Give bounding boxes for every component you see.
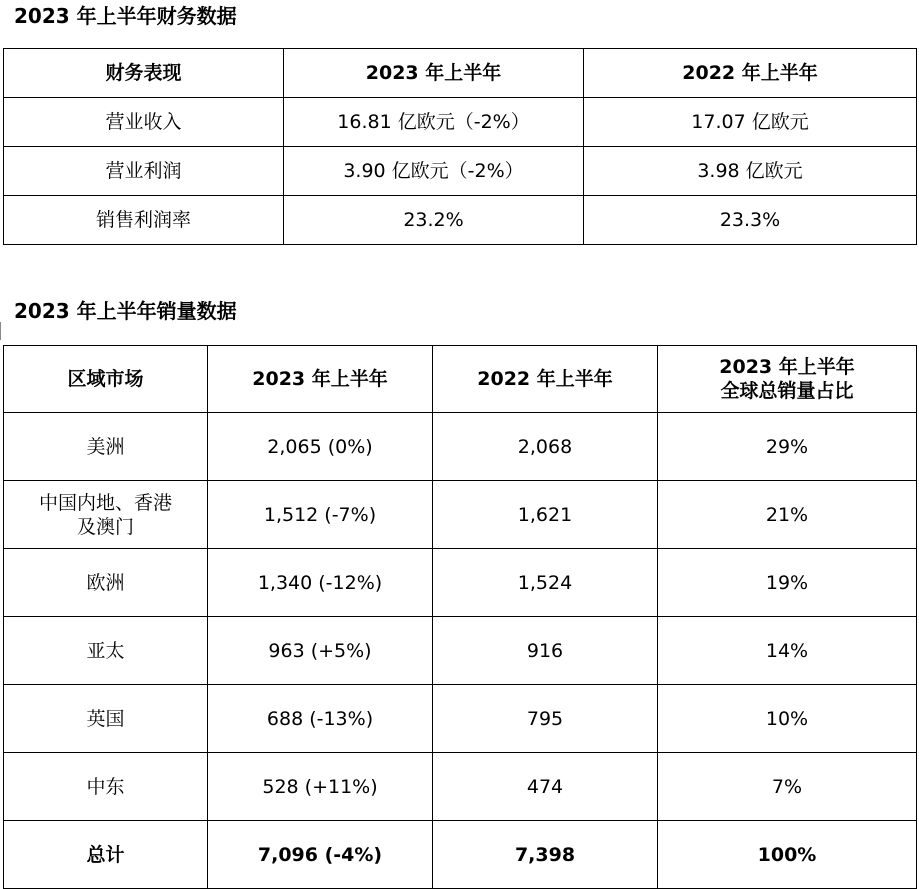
share-cell: 14%	[658, 617, 917, 685]
finance-table	[3, 48, 917, 245]
share-cell: 19%	[658, 549, 917, 617]
global-share-header-text: 2023 年上半年 全球总销量占比	[719, 356, 855, 402]
sales-section-title: 2023 年上半年销量数据	[14, 299, 237, 323]
region-cell: 美洲	[4, 413, 208, 481]
sales-2023h1-cell: 1,512 (-7%)	[208, 481, 433, 549]
share-cell: 29%	[658, 413, 917, 481]
region-cell: 欧洲	[4, 549, 208, 617]
table-row	[4, 481, 917, 549]
region-text: 中国内地、香港 及澳门	[38, 491, 172, 538]
region-cell	[4, 481, 208, 549]
sales-2023h1-cell: 963 (+5%)	[208, 617, 433, 685]
metric-label: 销售利润率	[4, 196, 284, 245]
table-row	[4, 617, 917, 685]
region-cell: 中东	[4, 753, 208, 821]
sales-header-region: 区域市场	[4, 346, 208, 413]
region-cell: 亚太	[4, 617, 208, 685]
value-2022h1: 17.07 亿欧元	[584, 98, 917, 147]
sales-2023h1-cell: 688 (-13%)	[208, 685, 433, 753]
value-2022h1: 23.3%	[584, 196, 917, 245]
share-cell: 21%	[658, 481, 917, 549]
sales-2023h1-cell: 1,340 (-12%)	[208, 549, 433, 617]
sales-table	[3, 345, 917, 889]
table-row	[4, 549, 917, 617]
finance-section-title: 2023 年上半年财务数据	[14, 4, 237, 28]
sales-header-row	[4, 346, 917, 413]
share-cell: 10%	[658, 685, 917, 753]
sales-2022h1-cell: 916	[433, 617, 658, 685]
total-2023h1: 7,096 (-4%)	[208, 821, 433, 889]
sales-2022h1-cell: 795	[433, 685, 658, 753]
sales-2023h1-cell: 2,065 (0%)	[208, 413, 433, 481]
sales-2022h1-cell: 474	[433, 753, 658, 821]
value-2023h1: 16.81 亿欧元（-2%）	[284, 98, 584, 147]
sales-2022h1-cell: 1,524	[433, 549, 658, 617]
sales-2022h1-cell: 2,068	[433, 413, 658, 481]
finance-header-metric: 财务表现	[4, 49, 284, 98]
finance-header-row	[4, 49, 917, 98]
value-2023h1: 23.2%	[284, 196, 584, 245]
sales-header-global-share	[658, 346, 917, 413]
table-row	[4, 413, 917, 481]
table-row	[4, 98, 917, 147]
table-row	[4, 753, 917, 821]
table-row	[4, 147, 917, 196]
total-label: 总计	[4, 821, 208, 889]
sales-2022h1-cell: 1,621	[433, 481, 658, 549]
sales-2023h1-cell: 528 (+11%)	[208, 753, 433, 821]
table-row	[4, 196, 917, 245]
text-cursor-mark	[0, 322, 3, 340]
sales-header-2023h1: 2023 年上半年	[208, 346, 433, 413]
value-2022h1: 3.98 亿欧元	[584, 147, 917, 196]
metric-label: 营业收入	[4, 98, 284, 147]
share-cell: 7%	[658, 753, 917, 821]
finance-header-2023h1: 2023 年上半年	[284, 49, 584, 98]
metric-label: 营业利润	[4, 147, 284, 196]
total-share: 100%	[658, 821, 917, 889]
region-cell: 英国	[4, 685, 208, 753]
value-2023h1: 3.90 亿欧元（-2%）	[284, 147, 584, 196]
sales-header-2022h1: 2022 年上半年	[433, 346, 658, 413]
total-row	[4, 821, 917, 889]
finance-header-2022h1: 2022 年上半年	[584, 49, 917, 98]
total-2022h1: 7,398	[433, 821, 658, 889]
table-row	[4, 685, 917, 753]
